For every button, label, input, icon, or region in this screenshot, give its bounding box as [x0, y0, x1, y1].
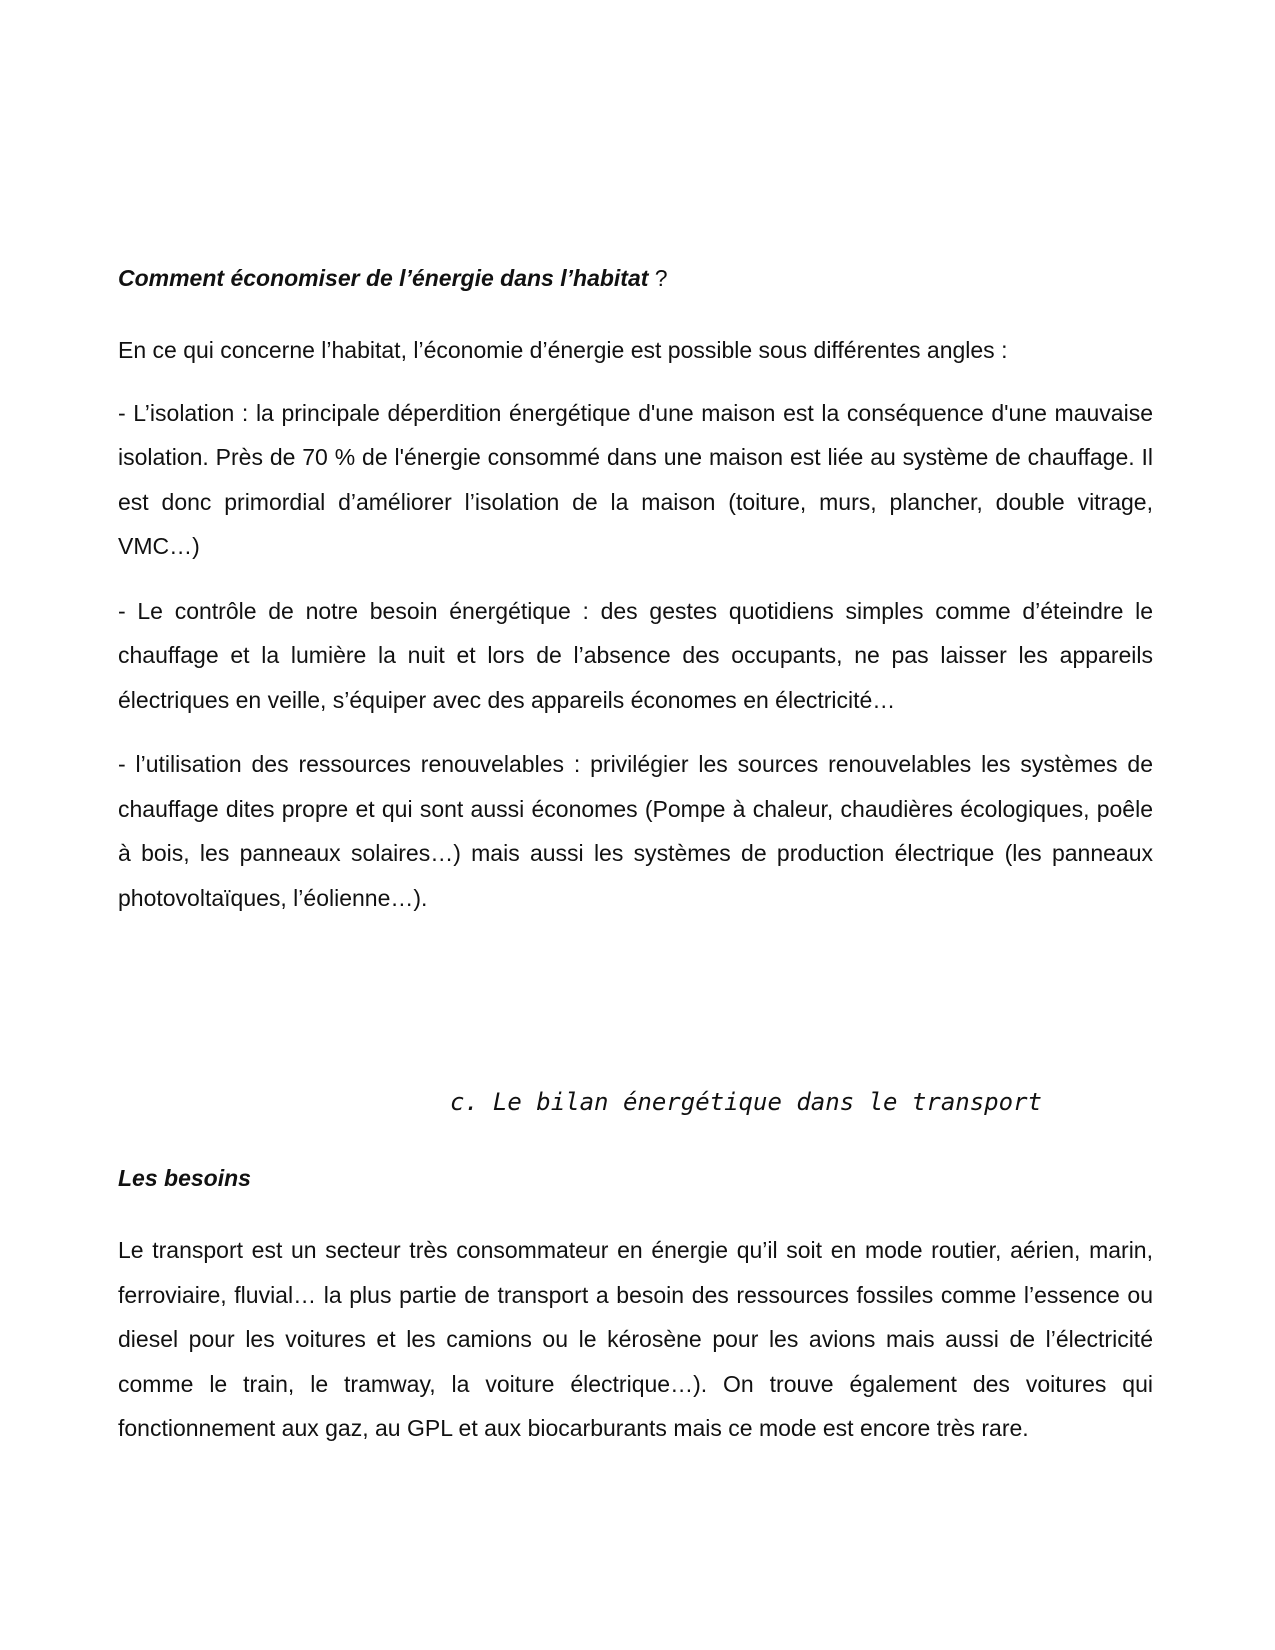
- item-controle-besoin: - Le contrôle de notre besoin énergétique : des gestes quotidiens simples comme d’éteindre le chauffage et la lumière la nuit et lors de l’absence des occupants, ne pas laisser les appareils électriques en veille, s’équiper avec des appareils économes en électricité…: [118, 597, 1153, 713]
- intro-paragraph: En ce qui concerne l’habitat, l’économie d’énergie est possible sous différentes angles :: [118, 337, 1008, 363]
- transport-paragraph: Le transport est un secteur très consommateur en énergie qu’il soit en mode routier, aérien, marin, ferroviaire, fluvial… la plus partie de transport a besoin des ressources fossiles comme l’essence ou diesel pour les voitures et les camions ou le kérosène pour les avions mais aussi de l’électricité comme le train, le tramway, la voiture électrique…). On trouve également des voitures qui fonctionnement aux gaz, au GPL et aux biocarburants mais ce mode est encore très rare.: [118, 1237, 1153, 1441]
- section-marker: c.: [450, 1088, 479, 1116]
- question-heading: [118, 262, 1153, 294]
- section-title: Le bilan énergétique dans le transport: [492, 1088, 1042, 1116]
- subsection-heading: Les besoins: [118, 1165, 251, 1191]
- question-title: Comment économiser de l’énergie dans l’habitat: [118, 265, 649, 291]
- item-ressources-renouvelables: - l’utilisation des ressources renouvelables : privilégier les sources renouvelables les systèmes de chauffage dites propre et qui sont aussi économes (Pompe à chaleur, chaudières écologiques, poêle à bois, les panneaux solaires…) mais aussi les systèmes de production électrique (les panneaux photovoltaïques, l’éolienne…).: [118, 751, 1153, 911]
- section-heading: [450, 1085, 1042, 1119]
- transport-section: [118, 1162, 1153, 1471]
- question-mark: ?: [648, 265, 668, 291]
- habitat-section: [118, 262, 1153, 940]
- item-isolation: - L’isolation : la principale déperdition énergétique d'une maison est la conséquence d'une mauvaise isolation. Près de 70 % de l'énergie consommé dans une maison est liée au système de chauffage. Il est donc primordial d’améliorer l’isolation de la maison (toiture, murs, plancher, double vitrage, VMC…): [118, 399, 1153, 559]
